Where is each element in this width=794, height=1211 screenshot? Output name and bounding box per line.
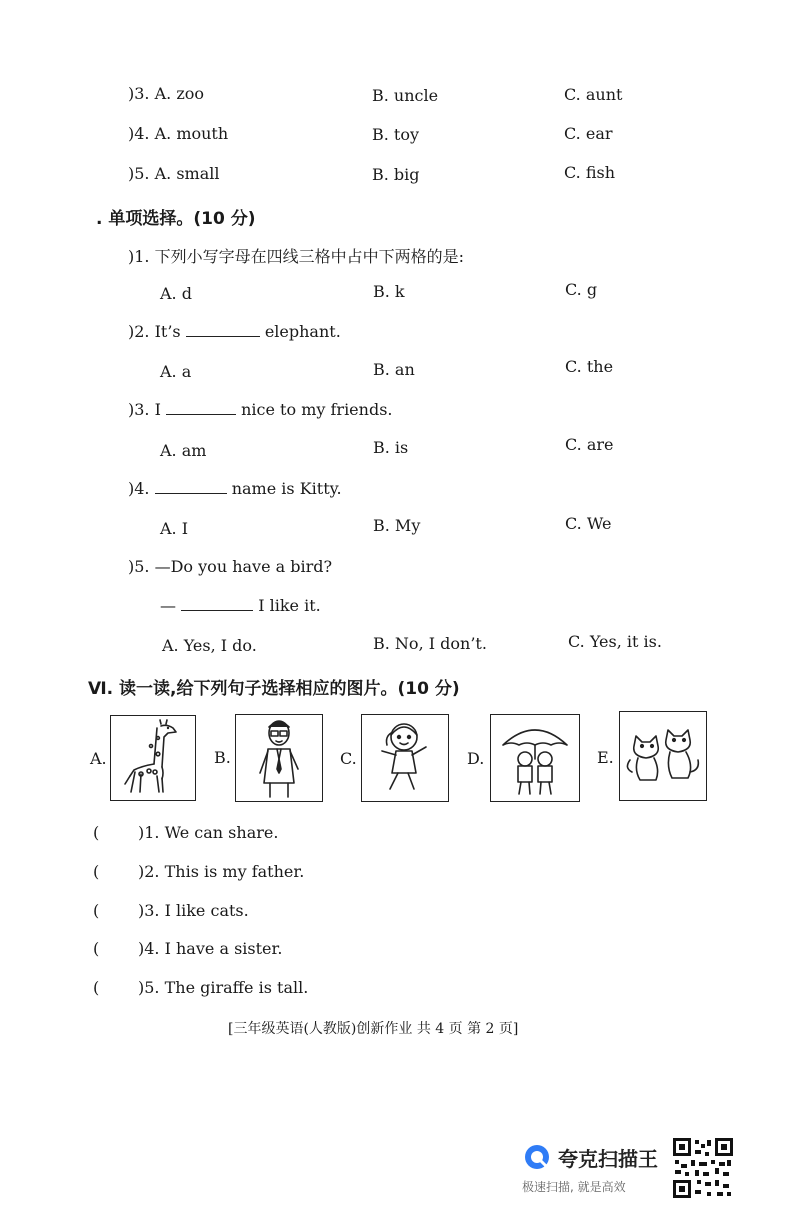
mc-q5-option-b: B. No, I don’t. xyxy=(373,634,487,653)
answer-blank[interactable] xyxy=(166,400,236,415)
scanner-watermark xyxy=(522,1140,672,1200)
section-title-single-choice: . 单项选择。(10 分) xyxy=(96,209,256,229)
q3-option-c: C. aunt xyxy=(564,85,623,104)
mc-q2-stem xyxy=(128,322,341,341)
q5-option-c: C. fish xyxy=(564,163,616,182)
cats-icon xyxy=(620,712,706,800)
q4-option-c: C. ear xyxy=(564,124,613,143)
mc-q1-option-b: B. k xyxy=(373,282,405,301)
scanner-logo-icon xyxy=(522,1142,552,1172)
q4-number-option-a: )4. A. mouth xyxy=(128,124,229,143)
qr-code-icon xyxy=(671,1136,735,1200)
mc-q4-stem-pre: )4. xyxy=(128,479,150,498)
answer-blank[interactable] xyxy=(155,479,227,494)
girl-icon xyxy=(362,715,448,801)
mc-q1-option-c: C. g xyxy=(565,280,598,299)
mc-q5-option-a: A. Yes, I do. xyxy=(162,636,257,655)
picture-father xyxy=(235,714,323,802)
picture-girl xyxy=(361,714,449,802)
mc-q5-stem: )5. —Do you have a bird? xyxy=(128,557,333,576)
q5-number-option-a: )5. A. small xyxy=(128,164,220,183)
mc-q2-stem-pre: )2. It’s xyxy=(128,322,181,341)
match-s4-paren[interactable]: ( xyxy=(93,939,100,958)
mc-q3-option-c: C. are xyxy=(565,435,614,454)
mc-q3-option-b: B. is xyxy=(373,438,409,457)
mc-q4-stem-post: name is Kitty. xyxy=(231,479,342,498)
qr-code xyxy=(671,1136,735,1200)
mc-q5-dash: — xyxy=(160,596,176,615)
match-s5-text: )5. The giraffe is tall. xyxy=(138,978,309,997)
mc-q5-option-c: C. Yes, it is. xyxy=(568,632,662,651)
mc-q5-dialogue-line xyxy=(160,596,321,615)
answer-blank[interactable] xyxy=(181,596,253,611)
scanner-brand-name: 夸克扫描王 xyxy=(558,1147,658,1171)
section-title-picture-matching: Ⅵ. 读一读,给下列句子选择相应的图片。(10 分) xyxy=(88,679,460,699)
mc-q2-option-c: C. the xyxy=(565,357,614,376)
picture-giraffe xyxy=(110,715,196,801)
q5-option-b: B. big xyxy=(372,165,420,184)
q3-option-b: B. uncle xyxy=(372,86,439,105)
match-s4-text: )4. I have a sister. xyxy=(138,939,283,958)
mc-q2-stem-post: elephant. xyxy=(264,322,341,341)
picture-label-d: D. xyxy=(467,749,485,768)
mc-q1-stem: )1. 下列小写字母在四线三格中占中下两格的是: xyxy=(128,247,464,266)
mc-q2-option-a: A. a xyxy=(160,362,192,381)
mc-q3-stem xyxy=(128,400,393,419)
match-s2-text: )2. This is my father. xyxy=(138,862,305,881)
mc-q4-option-b: B. My xyxy=(373,516,421,535)
mc-q4-option-c: C. We xyxy=(565,514,612,533)
mc-q2-option-b: B. an xyxy=(373,360,415,379)
mc-q1-option-a: A. d xyxy=(160,284,192,303)
man-icon xyxy=(236,715,322,801)
mc-q3-stem-pre: )3. I xyxy=(128,400,161,419)
q4-option-b: B. toy xyxy=(372,125,420,144)
match-s2-paren[interactable]: ( xyxy=(93,862,100,881)
picture-label-c: C. xyxy=(340,749,357,768)
umbrella-kids-icon xyxy=(491,715,579,801)
mc-q5-reply: I like it. xyxy=(258,596,321,615)
match-s5-paren[interactable]: ( xyxy=(93,978,100,997)
q3-number-option-a: )3. A. zoo xyxy=(128,84,205,103)
match-s3-text: )3. I like cats. xyxy=(138,901,249,920)
scanner-tagline: 极速扫描, 就是高效 xyxy=(522,1180,626,1194)
picture-label-e: E. xyxy=(597,748,614,767)
match-s1-paren[interactable]: ( xyxy=(93,823,100,842)
mc-q4-stem xyxy=(128,479,342,498)
picture-two-kids-umbrella xyxy=(490,714,580,802)
mc-q3-option-a: A. am xyxy=(160,441,207,460)
picture-two-cats xyxy=(619,711,707,801)
giraffe-icon xyxy=(111,716,195,800)
answer-blank[interactable] xyxy=(186,322,260,337)
match-s1-text: )1. We can share. xyxy=(138,823,279,842)
picture-label-b: B. xyxy=(214,748,231,767)
page-footer: [三年级英语(人教版)创新作业 共 4 页 第 2 页] xyxy=(228,1021,519,1037)
mc-q4-option-a: A. I xyxy=(160,519,189,538)
picture-label-a: A. xyxy=(90,749,107,768)
mc-q3-stem-post: nice to my friends. xyxy=(241,400,393,419)
match-s3-paren[interactable]: ( xyxy=(93,901,100,920)
